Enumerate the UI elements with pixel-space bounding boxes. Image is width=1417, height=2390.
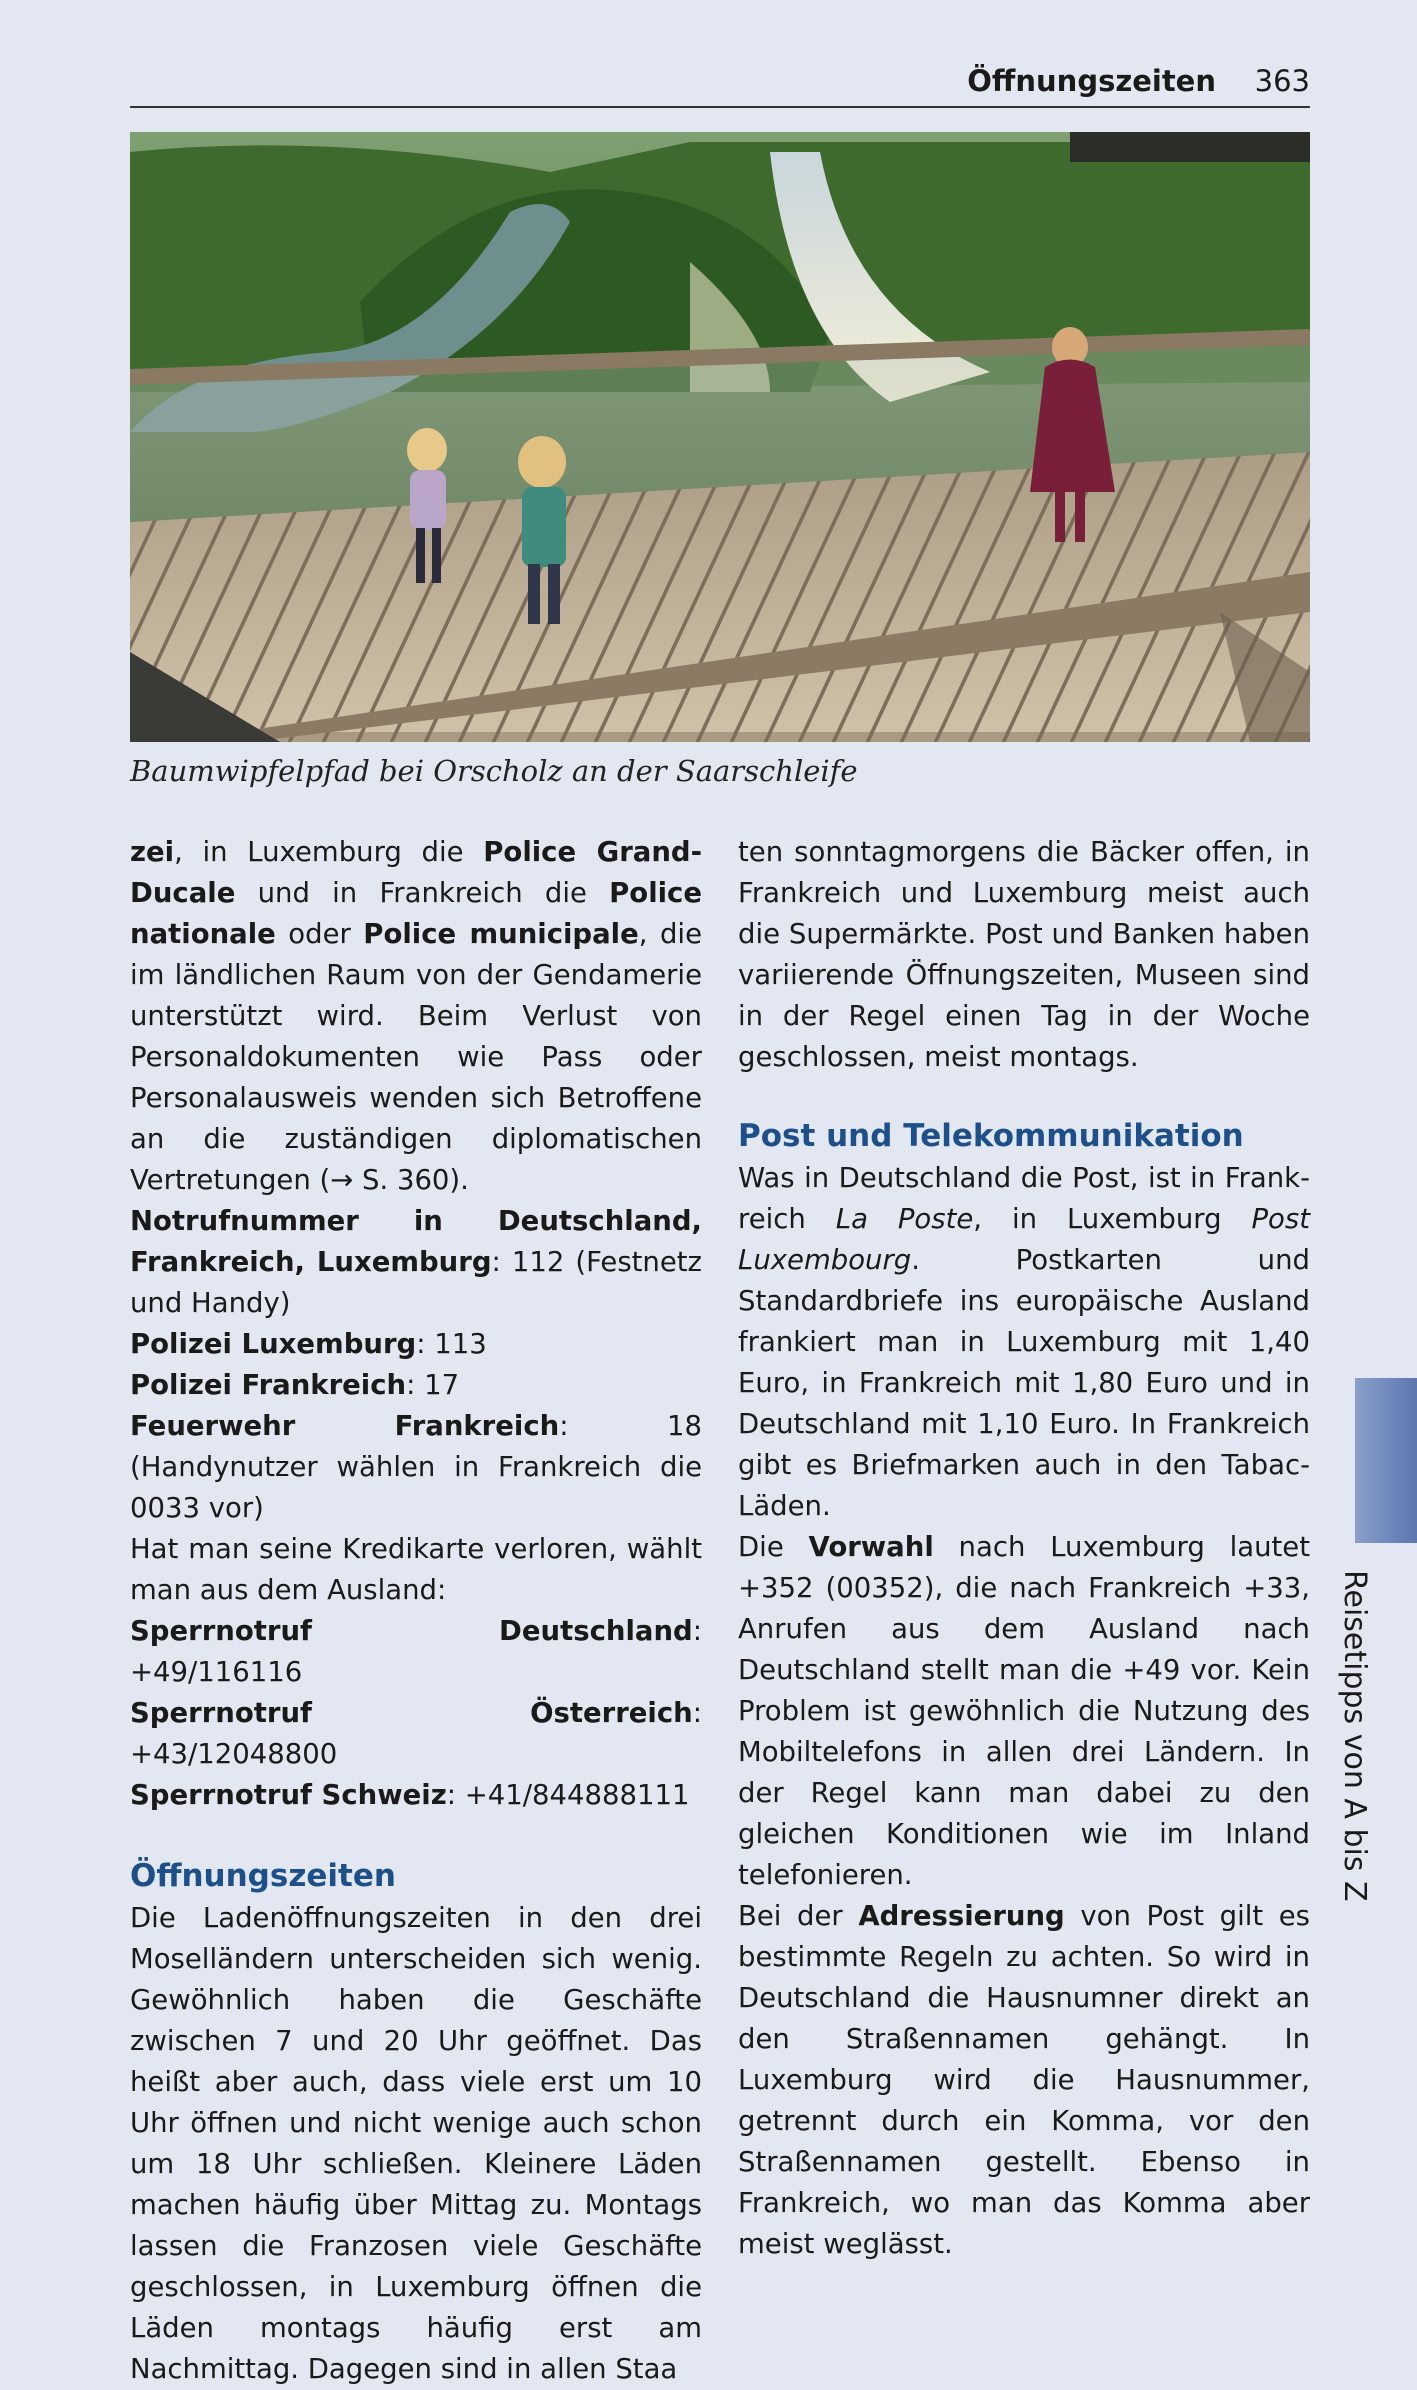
bold-term: Police nationale xyxy=(130,877,702,950)
italic-term: La Poste xyxy=(835,1203,974,1235)
text-run: , in Luxemburg die xyxy=(174,836,484,868)
text-run: : 113 xyxy=(416,1328,487,1360)
police-paragraph xyxy=(130,832,702,1201)
text-run: von Post gilt es bestimmte Regeln zu achten. So wird in Deutschland die Hausnumner direkt an den Straßennamen gehängt. In Luxemburg wird die Hausnummer, getrennt durch ein Komma, vor den Straßennamen gestellt. Ebenso in Frankreich, wo man das Komma aber meist weglässt. xyxy=(738,1900,1310,2260)
chapter-side-label-text: Reisetipps von A bis Z xyxy=(1337,1570,1372,1902)
bold-term: Feuerwehr Frankreich xyxy=(130,1410,560,1442)
heading-opening-hours: Öffnungszeiten xyxy=(130,1858,396,1894)
photo-saarschleife xyxy=(130,132,1310,742)
emergency-number-all xyxy=(130,1201,702,1324)
block-number-austria xyxy=(130,1693,702,1775)
text-run: oder xyxy=(275,918,364,950)
bold-term: Notrufnummer in Deutschland, Frankreich, Luxemburg xyxy=(130,1205,702,1278)
roof-corner xyxy=(1070,132,1310,162)
text-run: , die im ländlichen Raum von der Gendamerie unterstützt wird. Beim Verlust von Personaldokumenten wie Pass oder Personalausweis wenden sich Betroffene an die zuständigen diplomatischen Vertretungen (→ S. 360). xyxy=(130,918,702,1196)
text-run: , in Luxemburg xyxy=(973,1203,1252,1235)
text-run: Die xyxy=(738,1531,809,1563)
text-run: : 18 (Handynutzer wählen in Frankreich die 0033 vor) xyxy=(130,1410,702,1524)
bold-term: Adressierung xyxy=(858,1900,1065,1932)
block-number-germany xyxy=(130,1611,702,1693)
police-luxembourg xyxy=(130,1324,702,1365)
text-run: : 112 (Festnetz und Handy) xyxy=(130,1246,702,1319)
text-run: nach Luxemburg lautet +352 (00352), die nach Frankreich +33, Anrufen aus dem Ausland nach Deutschland stellt man die +49 vor. Kein Problem ist gewöhnlich die Nutzung des Mobiltelefons in allen drei Ländern. In der Regel kann man dabei zu den gleichen Konditionen wie im Inland telefonieren. xyxy=(738,1531,1310,1891)
chapter-side-label xyxy=(1324,1570,1384,1930)
right-column xyxy=(738,832,1310,2265)
text-run: und in Frankreich die xyxy=(235,877,610,909)
photo-caption: Baumwipfelpfad bei Orscholz an der Saarschleife xyxy=(130,754,858,788)
bold-term: zei xyxy=(130,836,175,868)
text-run: . Postkarten und Standardbriefe ins europäische Ausland frankiert man in Luxemburg mit 1,40 Euro, in Frankreich mit 1,80 Euro und in Deutschland mit 1,10 Euro. In Frankreich gibt es Briefmarken auch in den Tabac-Läden. xyxy=(738,1244,1310,1522)
bold-term: Vorwahl xyxy=(808,1531,934,1563)
left-column xyxy=(130,832,702,2390)
bold-term: Police Grand-Ducale xyxy=(130,836,703,909)
photo-illustration xyxy=(130,132,1310,742)
running-header xyxy=(130,60,1310,108)
bold-term: Polizei Luxemburg xyxy=(130,1328,417,1360)
text-run: Bei der xyxy=(738,1900,859,1932)
text-run: Was in Deutschland die Post, ist in Frankreich xyxy=(738,1162,1310,1235)
opening-hours-text: Die Ladenöffnungszeiten in den drei Moselländern unterscheiden sich wenig. Gewöhnlich haben die Geschäfte zwischen 7 und 20 Uhr geöffnet. Das heißt aber auch, dass viele erst um 10 Uhr öffnen und nicht wenige auch schon um 18 Uhr schließen. Kleinere Läden machen häufig über Mittag zu. Montags lassen die Franzosen viele Geschäfte geschlossen, in Luxemburg öffnen die Läden montags häufig erst am Nachmittag. Dagegen sind in allen Staa xyxy=(130,1902,702,2385)
post-paragraph xyxy=(738,1158,1310,1527)
bold-term: Polizei Frankreich xyxy=(130,1369,407,1401)
heading-post-telecom: Post und Telekommunikation xyxy=(738,1118,1244,1154)
bold-term: Sperrnotruf Deutschland xyxy=(130,1615,693,1647)
text-run: : +49/116116 xyxy=(130,1615,702,1688)
opening-hours-continued: ten sonntagmorgens die Bäcker offen, in Frankreich und Luxemburg meist auch die Supermärkte. Post und Banken haben variierende Öffnungszeiten, Museen sind in der Regel einen Tag in der Woche geschlossen, meist montags. xyxy=(738,836,1310,1073)
italic-term: Post Luxembourg xyxy=(738,1203,1310,1276)
text-run: : +41/844888111 xyxy=(446,1779,690,1811)
block-number-switzerland xyxy=(130,1775,702,1816)
text-run: : 17 xyxy=(406,1369,460,1401)
text-run: : +43/12048800 xyxy=(130,1697,702,1770)
bold-term: Sperrnotruf Schweiz xyxy=(130,1779,447,1811)
fire-france xyxy=(130,1406,702,1529)
police-france xyxy=(130,1365,702,1406)
bold-term: Police municipale xyxy=(363,918,639,950)
section-title: Öffnungszeiten xyxy=(967,64,1216,98)
dialing-code-paragraph xyxy=(738,1527,1310,1896)
credit-card-note: Hat man seine Kredikarte verloren, wählt man aus dem Ausland: xyxy=(130,1533,702,1606)
chapter-thumb-tab xyxy=(1355,1378,1417,1543)
addressing-paragraph xyxy=(738,1896,1310,2265)
bold-term: Sperrnotruf Österreich xyxy=(130,1697,693,1729)
page-number: 363 xyxy=(1254,64,1310,98)
